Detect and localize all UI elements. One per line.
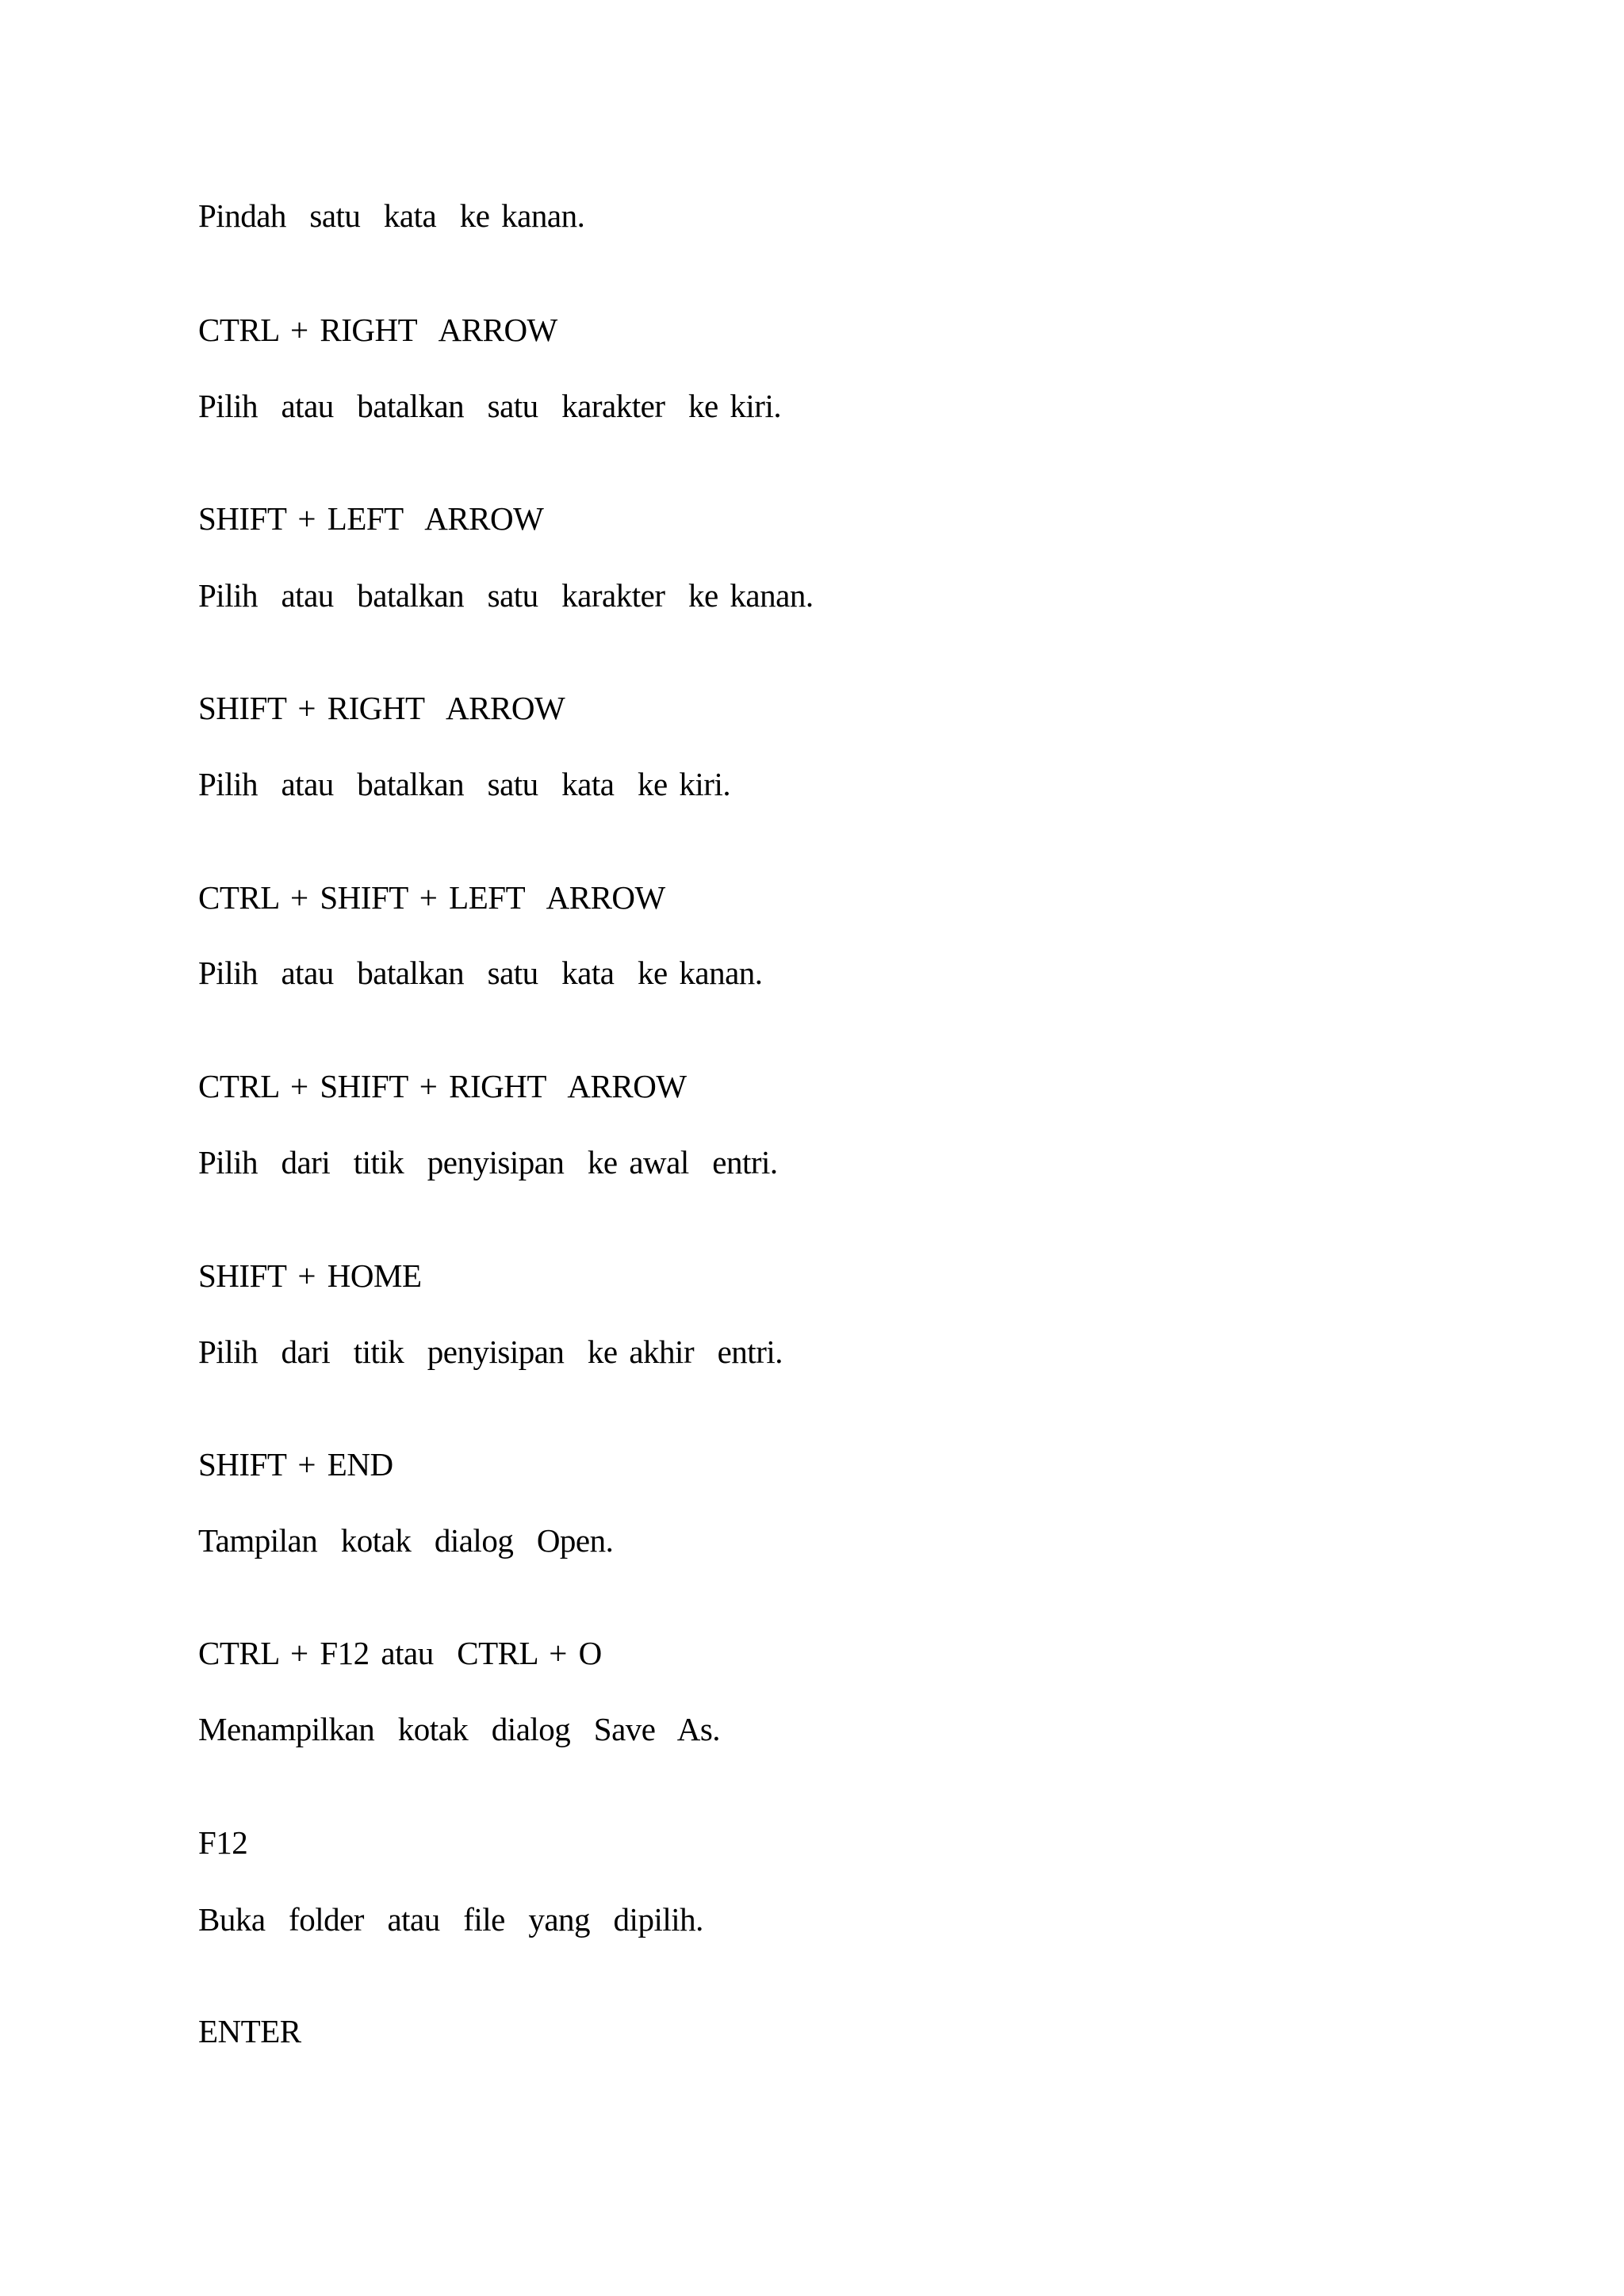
description-line: Pilih dari titik penyisipan ke awal entri. xyxy=(198,1144,778,1181)
description-line: Pilih atau batalkan satu karakter ke kanan. xyxy=(198,577,814,614)
shortcut-line: F12 xyxy=(198,1824,248,1861)
shortcut-line: CTRL + SHIFT + LEFT ARROW xyxy=(198,879,665,916)
shortcut-line: CTRL + RIGHT ARROW xyxy=(198,312,557,348)
description-line: Pilih dari titik penyisipan ke akhir entri. xyxy=(198,1334,783,1370)
description-line: Pindah satu kata ke kanan. xyxy=(198,197,585,234)
shortcut-line: SHIFT + LEFT ARROW xyxy=(198,500,544,537)
shortcut-line: SHIFT + RIGHT ARROW xyxy=(198,690,565,726)
description-line: Tampilan kotak dialog Open. xyxy=(198,1522,614,1559)
shortcut-line: SHIFT + END xyxy=(198,1446,393,1483)
description-line: Buka folder atau file yang dipilih. xyxy=(198,1901,703,1938)
shortcut-line: CTRL + SHIFT + RIGHT ARROW xyxy=(198,1068,687,1104)
shortcut-line: CTRL + F12 atau CTRL + O xyxy=(198,1635,602,1671)
shortcut-line: SHIFT + HOME xyxy=(198,1257,422,1294)
description-line: Pilih atau batalkan satu kata ke kiri. xyxy=(198,766,731,802)
description-line: Menampilkan kotak dialog Save As. xyxy=(198,1711,721,1747)
shortcut-line: ENTER xyxy=(198,2013,301,2049)
description-line: Pilih atau batalkan satu kata ke kanan. xyxy=(198,955,763,991)
description-line: Pilih atau batalkan satu karakter ke kiri. xyxy=(198,388,782,424)
